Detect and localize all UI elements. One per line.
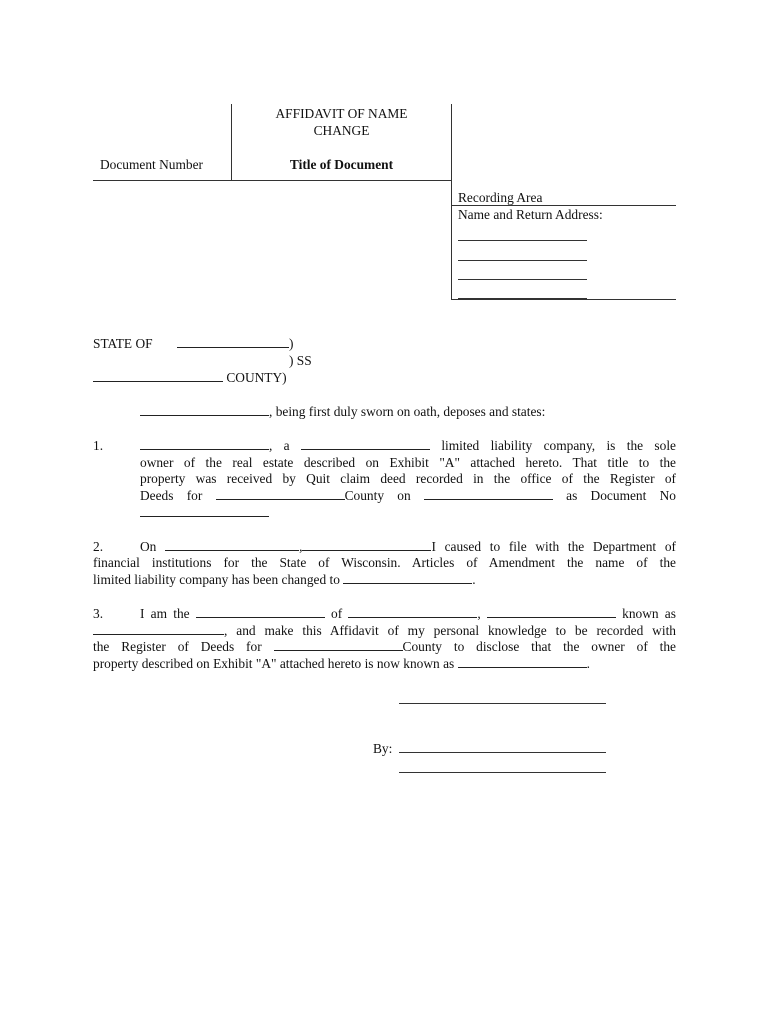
para3-of: of bbox=[331, 606, 343, 621]
county-label: COUNTY) bbox=[226, 370, 287, 385]
para2-line1 bbox=[93, 538, 676, 555]
para3-line2-text: , and make this Affidavit of my personal knowledge to be recorded with bbox=[224, 623, 676, 638]
para3-comma: , bbox=[477, 606, 481, 621]
document-title-line2: CHANGE bbox=[313, 123, 370, 138]
para3-line3-b: County to disclose that the owner of the bbox=[402, 639, 676, 654]
para2-new-name-blank[interactable] bbox=[343, 572, 472, 584]
recording-area-label: Recording Area bbox=[458, 190, 543, 205]
state-blank-row bbox=[177, 335, 293, 352]
state-paren: ) bbox=[289, 336, 294, 351]
intro-text: , being first duly sworn on oath, deposes and states: bbox=[269, 404, 546, 419]
para1-line1-a: , a bbox=[269, 438, 290, 453]
return-address-line-4[interactable] bbox=[458, 298, 587, 299]
para1-llc-blank[interactable] bbox=[301, 438, 430, 450]
county-row bbox=[93, 369, 287, 386]
para1-county-blank[interactable] bbox=[216, 488, 345, 500]
para1-date-blank[interactable] bbox=[424, 488, 553, 500]
para3-known-as-blank[interactable] bbox=[93, 623, 224, 635]
affiant-name-blank[interactable] bbox=[140, 404, 269, 416]
para2-number: 2. bbox=[93, 539, 104, 554]
ss-label: ) SS bbox=[289, 353, 312, 368]
para3-number: 3. bbox=[93, 606, 104, 621]
para2-date-blank[interactable] bbox=[165, 539, 299, 551]
para2-line3-text: limited liability company has been changed to bbox=[93, 572, 340, 587]
para3-company-blank[interactable] bbox=[348, 606, 477, 618]
return-address-line-2[interactable] bbox=[458, 260, 587, 261]
state-of-label: STATE OF bbox=[93, 336, 153, 351]
para3-title-blank[interactable] bbox=[196, 606, 325, 618]
header-bottom-rule bbox=[93, 180, 452, 181]
header-divider-right bbox=[451, 104, 452, 300]
para3-line4 bbox=[93, 655, 590, 672]
title-of-document-label: Title of Document bbox=[289, 157, 394, 172]
document-number-label: Document Number bbox=[100, 157, 204, 172]
state-blank[interactable] bbox=[177, 336, 289, 348]
para3-known-as: known as bbox=[622, 606, 676, 621]
para2-line1-rest: I caused to file with the Department of bbox=[431, 539, 676, 554]
para1-number: 1. bbox=[93, 438, 104, 453]
county-blank[interactable] bbox=[93, 370, 223, 382]
para3-now-known-blank[interactable] bbox=[458, 656, 587, 668]
para1-line3: property was received by Quit claim deed recorded in the office of the Register of bbox=[140, 471, 676, 486]
para2-on: On bbox=[140, 539, 157, 554]
para1-line1 bbox=[140, 437, 676, 454]
para3-county-blank[interactable] bbox=[274, 639, 403, 651]
document-title bbox=[232, 105, 451, 139]
para1-line5 bbox=[140, 504, 269, 521]
para3-entity-blank[interactable] bbox=[487, 606, 616, 618]
signature-by-label: By: bbox=[373, 741, 393, 756]
para3-line3 bbox=[93, 638, 676, 655]
return-address-line-1[interactable] bbox=[458, 240, 587, 241]
para1-line4-c: as Document No bbox=[566, 488, 676, 503]
document-title-line1: AFFIDAVIT OF NAME bbox=[275, 106, 408, 121]
para1-name-blank[interactable] bbox=[140, 438, 269, 450]
para2-period: . bbox=[472, 572, 476, 587]
para1-line4-b: County on bbox=[344, 488, 411, 503]
para2-line3 bbox=[93, 571, 476, 588]
para1-document-no-blank[interactable] bbox=[140, 505, 269, 517]
return-address-line-3[interactable] bbox=[458, 279, 587, 280]
para2-line2: financial institutions for the State of Wisconsin. Articles of Amendment the name of the bbox=[93, 555, 676, 570]
signature-line-company[interactable] bbox=[399, 703, 606, 704]
recording-area-bottom-rule bbox=[452, 299, 676, 300]
para1-line4 bbox=[140, 487, 676, 504]
para2-year-blank[interactable] bbox=[302, 539, 431, 551]
para3-line4-text: property described on Exhibit "A" attached hereto is now known as bbox=[93, 656, 455, 671]
para1-line2: owner of the real estate described on Exhibit "A" attached hereto. That title to the bbox=[140, 455, 676, 470]
para3-i-am-the: I am the bbox=[140, 606, 190, 621]
signature-line-by[interactable] bbox=[399, 752, 606, 753]
para2-comma: , bbox=[299, 539, 303, 554]
para1-line1-b: limited liability company, is the sole bbox=[441, 438, 676, 453]
para3-line1 bbox=[93, 605, 676, 622]
para3-line2 bbox=[93, 622, 676, 639]
name-return-address-label: Name and Return Address: bbox=[458, 207, 603, 222]
para1-line4-a: Deeds for bbox=[140, 488, 203, 503]
para3-line3-a: the Register of Deeds for bbox=[93, 639, 262, 654]
para3-period: . bbox=[586, 656, 590, 671]
intro-row bbox=[140, 403, 545, 420]
signature-line-name[interactable] bbox=[399, 772, 606, 773]
